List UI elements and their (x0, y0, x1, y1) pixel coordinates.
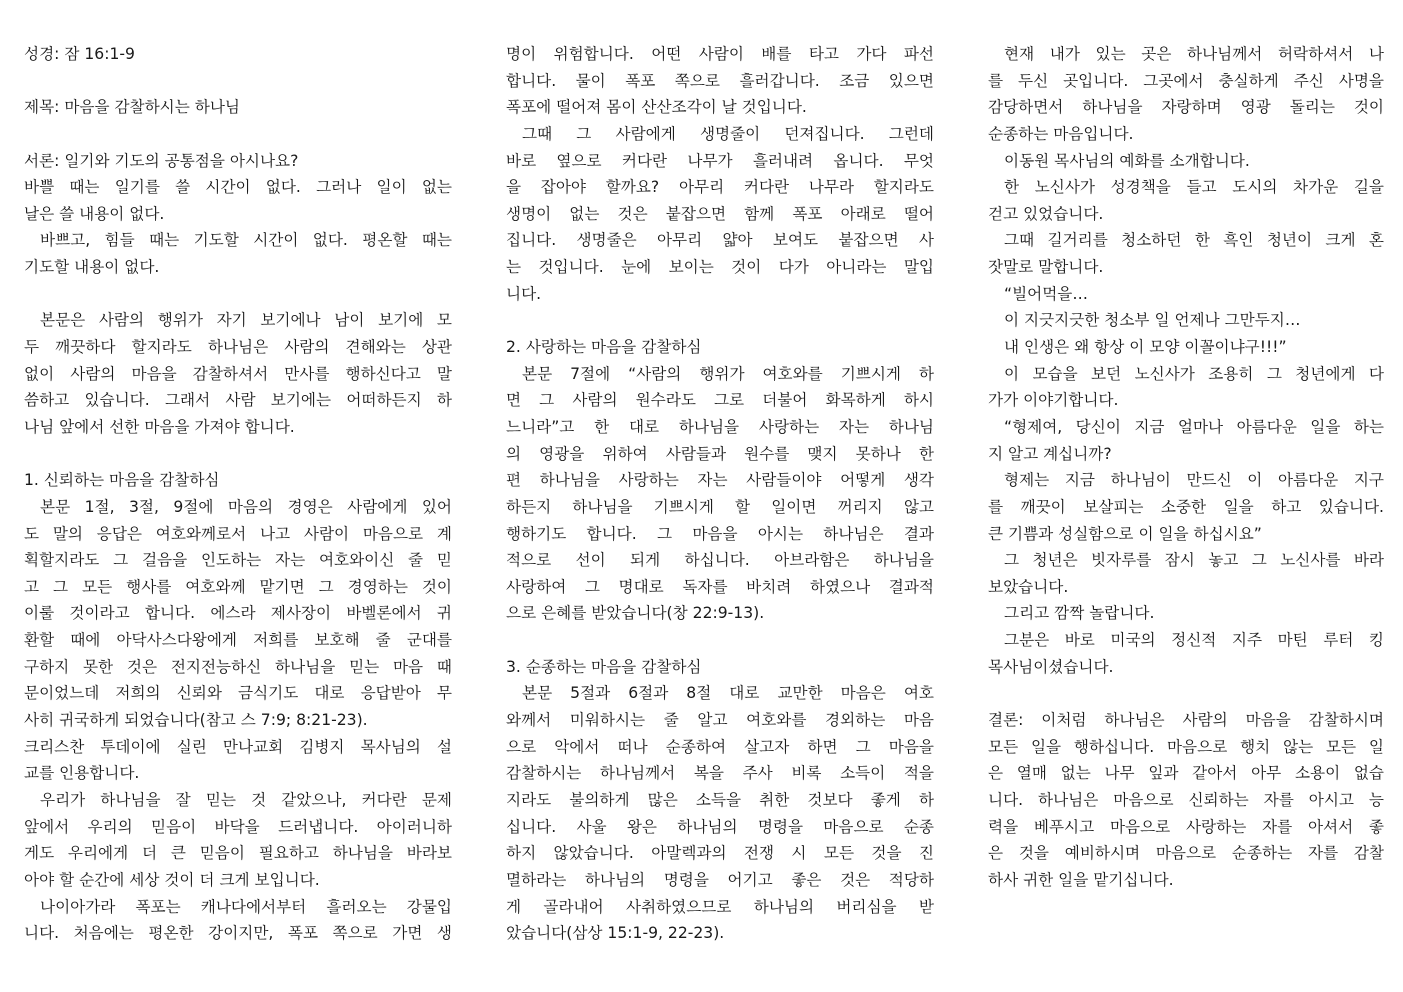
text-column-2 (506, 41, 934, 947)
text-line: 하든지 하나님을 기쁘시게 할 일이면 꺼리지 않고 (506, 497, 934, 516)
text-line: 본문 7절에 “사람의 행위가 여호와를 기쁘시게 하 (522, 364, 934, 383)
text-line: 감당하면서 하나님을 자랑하며 영광 돌리는 것이 (988, 98, 1384, 117)
text-line: 으로 악에서 떠나 순종하여 살고자 하면 그 마음을 (506, 737, 934, 756)
blank-line (24, 121, 452, 148)
text-line: 하사 귀한 일을 맡기십니다. (988, 870, 1174, 889)
text-line: 을 잡아야 할까요? 아무리 커다란 나무라 할지라도 (506, 178, 934, 197)
text-line: 를 깨끗이 보살피는 소중한 일을 하고 있습니다. (988, 497, 1384, 516)
blank-line (506, 307, 934, 334)
text-line: 결론: 이처럼 하나님은 사람의 마음을 감찰하시며 (988, 711, 1384, 730)
text-line: 집니다. 생명줄은 아무리 얇아 보여도 붙잡으면 사 (506, 231, 934, 250)
text-line: 그때 그 사람에게 생명줄이 던져집니다. 그런데 (522, 124, 934, 143)
text-line: 감찰하시는 하나님께서 복을 주사 비록 소득이 적을 (506, 764, 934, 783)
text-line: 한 노신사가 성경책을 들고 도시의 차가운 길을 (1004, 178, 1384, 197)
text-line: 편 하나님을 사랑하는 자는 사람들이야 어떻게 생각 (506, 471, 934, 490)
text-line: 폭포에 떨어져 몸이 산산조각이 날 것입니다. (506, 98, 807, 117)
text-line: 본문 5절과 6절과 8절 대로 교만한 마음은 여호 (522, 684, 934, 703)
text-line: 목사님이셨습니다. (988, 657, 1114, 676)
text-line: 순종하는 마음입니다. (988, 124, 1134, 143)
text-column-1 (24, 41, 452, 947)
text-line: 명이 위험합니다. 어떤 사람이 배를 타고 가다 파선 (506, 45, 934, 63)
text-line: 3. 순종하는 마음을 감찰하심 (506, 657, 702, 676)
text-line: 그리고 깜짝 놀랍니다. (1004, 604, 1155, 623)
text-line: 으로 은혜를 받았습니다(창 22:9-13). (506, 604, 765, 623)
text-line: 니다. (506, 284, 542, 303)
text-line: 나이아가라 폭포는 캐나다에서부터 흘러오는 강물입 (40, 897, 452, 916)
blank-line (506, 627, 934, 654)
text-line: 형제는 지금 하나님이 만드신 이 아름다운 지구 (1004, 471, 1384, 490)
text-line: 를 두신 곳입니다. 그곳에서 충실하게 주신 사명을 (988, 71, 1384, 90)
text-line: 본문 1절, 3절, 9절에 마음의 경영은 사람에게 있어 (40, 497, 452, 516)
text-line: 문이었느데 저희의 신뢰와 금식기도 대로 응답받아 무 (24, 684, 452, 703)
text-line: 력을 베푸시고 마음으로 사랑하는 자를 아셔서 좋 (988, 817, 1384, 836)
text-line: 니다. 하나님은 마음으로 신뢰하는 자를 아시고 능 (988, 790, 1384, 809)
text-line: 십니다. 사울 왕은 하나님의 명령을 마음으로 순종 (506, 817, 934, 836)
text-line: 도 말의 응답은 여호와께로서 나고 사람이 마음으로 계 (24, 524, 452, 543)
text-line: 교를 인용합니다. (24, 764, 140, 783)
text-line: 이 모습을 보던 노신사가 조용히 그 청년에게 다 (1004, 364, 1384, 383)
text-line: 이 지긋지긋한 청소부 일 언제나 그만두지… (1004, 311, 1301, 330)
text-line: 사히 귀국하게 되었습니다(참고 스 7:9; 8:21-23). (24, 711, 368, 730)
text-line: 은 열매 없는 나무 잎과 같아서 아무 소용이 없습 (988, 764, 1384, 783)
text-line: “빌어먹을… (1004, 284, 1088, 303)
text-line: 큰 기쁨과 성실함으로 이 일을 하십시요” (988, 524, 1262, 543)
text-line: 바로 옆으로 커다란 나무가 흘러내려 옵니다. 무엇 (506, 151, 934, 170)
text-line: “형제여, 당신이 지금 얼마나 아름다운 일을 하는 (1004, 417, 1384, 436)
text-line: 성경: 잠 16:1-9 (24, 45, 135, 63)
text-line: 생명이 없는 것은 붙잡으면 함께 폭포 아래로 떨어 (506, 204, 934, 223)
blank-line (24, 441, 452, 468)
text-line: 구하지 못한 것은 전지전능하신 하나님을 믿는 마음 때 (24, 657, 452, 676)
text-line: 1. 신뢰하는 마음을 감찰하심 (24, 471, 220, 490)
text-line: 획할지라도 그 걸음을 인도하는 자는 여호와이신 줄 믿 (24, 551, 452, 570)
text-line: 사랑하여 그 명대로 독자를 바치려 하였으나 결과적 (506, 577, 934, 596)
text-line: 아야 할 순간에 세상 것이 더 크게 보입니다. (24, 870, 320, 889)
text-line: 두 깨끗하다 할지라도 하나님은 사람의 견해와는 상관 (24, 338, 452, 357)
blank-line (24, 68, 452, 95)
text-line: 크리스찬 투데이에 실린 만나교회 김병지 목사님의 설 (24, 737, 452, 756)
text-line: 느니라”고 한 대로 하나님을 사랑하는 자는 하나님 (506, 417, 934, 436)
text-line: 바쁠 때는 일기를 쓸 시간이 없다. 그러나 일이 없는 (24, 178, 452, 197)
text-line: 현재 내가 있는 곳은 하나님께서 허락하셔서 나 (1004, 45, 1384, 63)
text-line: 내 인생은 왜 항상 이 모양 이꼴이냐구!!!” (1004, 338, 1287, 357)
text-line: 본문은 사람의 행위가 자기 보기에나 남이 보기에 모 (40, 311, 452, 330)
text-line: 기도할 내용이 없다. (24, 258, 160, 277)
text-line: 그분은 바로 미국의 정신적 지주 마틴 루터 킹 (1004, 631, 1384, 650)
text-line: 이룰 것이라고 합니다. 에스라 제사장이 바벨론에서 귀 (24, 604, 452, 623)
text-line: 의 영광을 위하여 사람들과 원수를 맺지 못하나 한 (506, 444, 934, 463)
text-line: 없이 사람의 마음을 감찰하셔서 만사를 행하신다고 말 (24, 364, 452, 383)
text-line: 면 그 사람의 원수라도 그로 더불어 화목하게 하시 (506, 391, 934, 410)
text-line: 보았습니다. (988, 577, 1069, 596)
text-line: 날은 쓸 내용이 없다. (24, 204, 165, 223)
text-line: 환할 때에 아닥사스다왕에게 저희를 보호해 줄 군대를 (24, 631, 452, 650)
text-line: 서론: 일기와 기도의 공통점을 아시나요? (24, 151, 299, 170)
text-line: 바쁘고, 힘들 때는 기도할 시간이 없다. 평온할 때는 (40, 231, 452, 250)
text-line: 나님 앞에서 선한 마음을 가져야 합니다. (24, 417, 295, 436)
text-line: 게 골라내어 사취하였으므로 하나님의 버리심을 받 (506, 897, 934, 916)
text-line: 그 청년은 빗자루를 잠시 놓고 그 노신사를 바라 (1004, 551, 1384, 570)
text-line: 걷고 있었습니다. (988, 204, 1104, 223)
text-line: 멸하라는 하나님의 명령을 어기고 좋은 것은 적당하 (506, 870, 934, 889)
text-line: 행하기도 합니다. 그 마음을 아시는 하나님은 결과 (506, 524, 934, 543)
text-line: 와께서 미워하시는 줄 알고 여호와를 경외하는 마음 (506, 711, 934, 730)
text-column-3 (988, 41, 1384, 894)
blank-line (988, 680, 1384, 707)
text-line: 하지 않았습니다. 아말렉과의 전쟁 시 모든 것을 진 (506, 844, 934, 863)
text-line: 잣말로 말합니다. (988, 258, 1104, 277)
text-line: 았습니다(삼상 15:1-9, 22-23). (506, 924, 725, 943)
text-line: 모든 일을 행하십니다. 마음으로 행치 않는 모든 일 (988, 737, 1384, 756)
blank-line (24, 281, 452, 308)
text-line: 우리가 하나님을 잘 믿는 것 같았으나, 커다란 문제 (40, 790, 452, 809)
text-line: 는 것입니다. 눈에 보이는 것이 다가 아니라는 말입 (506, 258, 934, 277)
text-line: 고 그 모든 행사를 여호와께 맡기면 그 경영하는 것이 (24, 577, 452, 596)
text-line: 지라도 불의하게 많은 소득을 취한 것보다 좋게 하 (506, 790, 934, 809)
text-line: 게도 우리에게 더 큰 믿음이 필요하고 하나님을 바라보 (24, 844, 452, 863)
text-line: 앞에서 우리의 믿음이 바닥을 드러냅니다. 아이러니하 (24, 817, 452, 836)
text-line: 이동원 목사님의 예화를 소개합니다. (1004, 151, 1250, 170)
text-line: 2. 사랑하는 마음을 감찰하심 (506, 338, 702, 357)
text-line: 가가 이야기합니다. (988, 391, 1119, 410)
text-line: 제목: 마음을 감찰하시는 하나님 (24, 98, 240, 117)
text-line: 그때 길거리를 청소하던 한 흑인 청년이 크게 혼 (1004, 231, 1384, 250)
text-line: 지 알고 계십니까? (988, 444, 1112, 463)
text-line: 니다. 처음에는 평온한 강이지만, 폭포 쪽으로 가면 생 (24, 924, 452, 943)
text-line: 적으로 선이 되게 하십니다. 아브라함은 하나님을 (506, 551, 934, 570)
text-line: 은 것을 예비하시며 마음으로 순종하는 자를 감찰 (988, 844, 1384, 863)
text-line: 합니다. 물이 폭포 쪽으로 흘러갑니다. 조금 있으면 (506, 71, 934, 90)
text-line: 씀하고 있습니다. 그래서 사람 보기에는 어떠하든지 하 (24, 391, 452, 410)
